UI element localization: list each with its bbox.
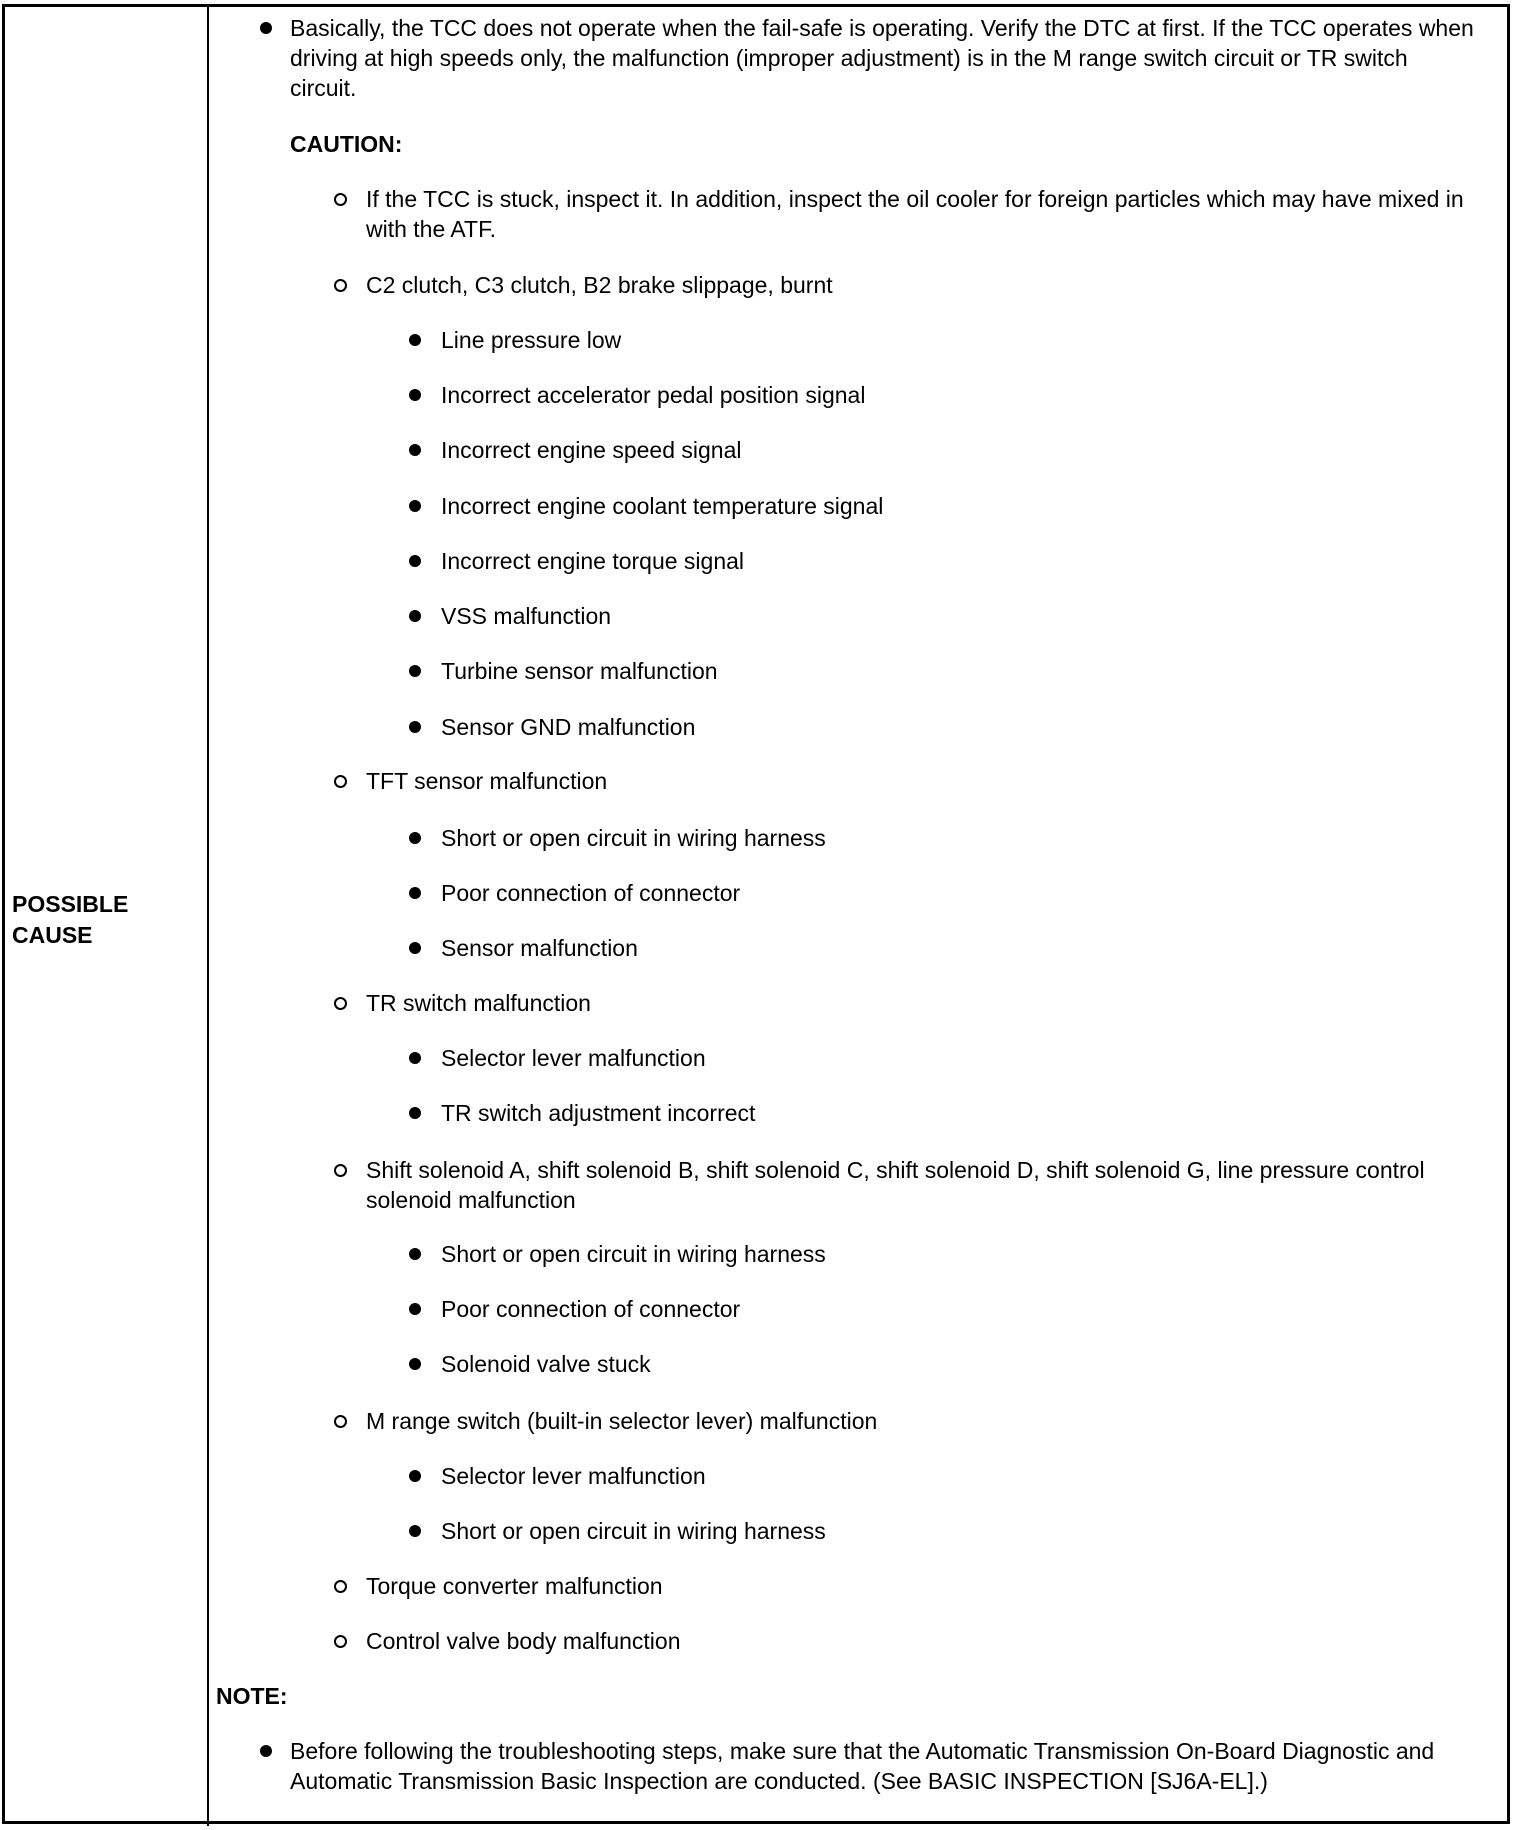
bullet-icon [260,22,272,34]
sub-cause-item: Selector lever malfunction [441,1463,706,1489]
sub-cause-item: Incorrect engine coolant temperature signal [441,493,884,519]
cause-item: C2 clutch, C3 clutch, B2 brake slippage, burnt [366,272,833,298]
cause-item: TFT sensor malfunction [366,768,608,794]
sub-cause-item: Sensor GND malfunction [441,714,696,740]
sub-cause-item: Selector lever malfunction [441,1045,706,1071]
note-heading: NOTE: [216,1683,288,1709]
sub-cause-item: VSS malfunction [441,603,612,629]
bullet-icon [409,1303,421,1315]
bullet-icon [409,334,421,346]
row-label: POSSIBLE CAUSE [12,891,129,948]
bullet-icon [409,555,421,567]
sub-cause-item: TR switch adjustment incorrect [441,1100,756,1126]
caution-heading: CAUTION: [290,131,403,157]
column-divider [207,4,209,1826]
cause-item: Torque converter malfunction [366,1573,663,1599]
bullet-icon [409,444,421,456]
circle-bullet-icon [334,1164,347,1177]
sub-cause-item: Turbine sensor malfunction [441,658,718,684]
cause-item: TR switch malfunction [366,990,591,1016]
sub-cause-item: Incorrect engine speed signal [441,437,742,463]
sub-cause-item: Line pressure low [441,327,622,353]
sub-cause-item: Incorrect accelerator pedal position signal [441,382,866,408]
bullet-icon [409,887,421,899]
cause-item: M range switch (built-in selector lever) malfunction [366,1408,878,1434]
bullet-icon [409,610,421,622]
sub-cause-item: Sensor malfunction [441,935,638,961]
bullet-icon [409,1107,421,1119]
cause-item: Shift solenoid A, shift solenoid B, shift solenoid C, shift solenoid D, shift solenoid G, line pressure control solenoid malfunction [366,1157,1425,1213]
circle-bullet-icon [334,997,347,1010]
bullet-icon [409,1525,421,1537]
bullet-icon [409,721,421,733]
note-text: Before following the troubleshooting steps, make sure that the Automatic Transmission On-Board Diagnostic and Automatic Transmission Basic Inspection are conducted. (See BASIC INSPECTION [SJ6A-EL].) [290,1738,1435,1794]
sub-cause-item: Short or open circuit in wiring harness [441,1241,826,1267]
sub-cause-item: Short or open circuit in wiring harness [441,1518,826,1544]
circle-bullet-icon [334,279,347,292]
circle-bullet-icon [334,1580,347,1593]
sub-cause-item: Poor connection of connector [441,1296,741,1322]
bullet-icon [409,942,421,954]
bullet-icon [409,1052,421,1064]
circle-bullet-icon [334,1415,347,1428]
circle-bullet-icon [334,775,347,788]
bullet-icon [409,1248,421,1260]
bullet-icon [409,1470,421,1482]
bullet-icon [409,389,421,401]
sub-cause-item: Poor connection of connector [441,880,741,906]
circle-bullet-icon [334,1635,347,1648]
bullet-icon [409,832,421,844]
bullet-icon [409,1358,421,1370]
sub-cause-item: Solenoid valve stuck [441,1351,651,1377]
bullet-icon [409,665,421,677]
circle-bullet-icon [334,193,347,206]
intro-text: Basically, the TCC does not operate when the fail-safe is operating. Verify the DTC at first. If the TCC operates when driving at high speeds only, the malfunction (improper adjustment) is in the M range switch circuit or TR switch circuit. [290,15,1474,101]
sub-cause-item: Short or open circuit in wiring harness [441,825,826,851]
bullet-icon [409,500,421,512]
cause-item: If the TCC is stuck, inspect it. In addition, inspect the oil cooler for foreign particles which may have mixed in with the ATF. [366,186,1464,242]
bullet-icon [260,1745,272,1757]
sub-cause-item: Incorrect engine torque signal [441,548,745,574]
cause-item: Control valve body malfunction [366,1628,681,1654]
